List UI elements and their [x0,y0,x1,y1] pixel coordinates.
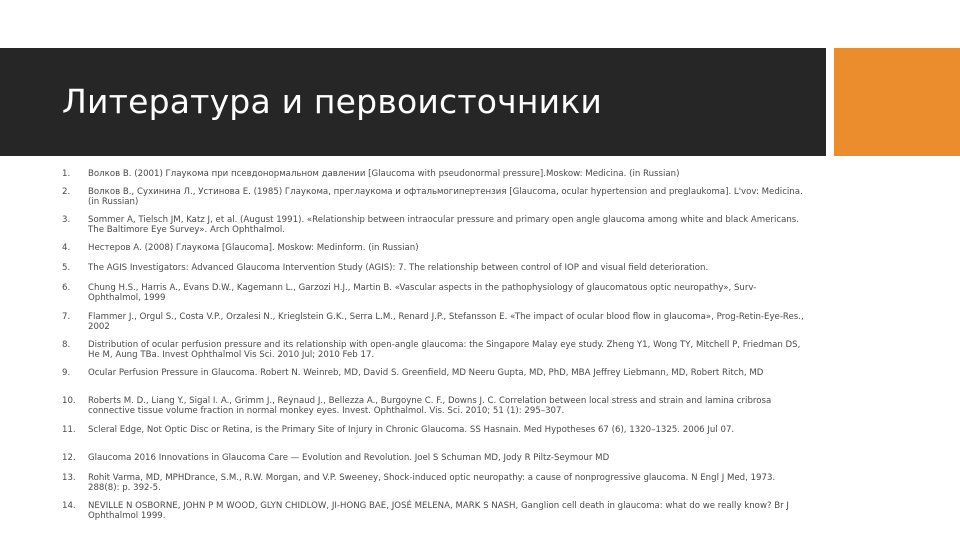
reference-number: 8. [62,340,71,350]
reference-item [62,425,812,435]
reference-text: NEVILLE N OSBORNE, JOHN P M WOOD, GLYN CHIDLOW, JI-HONG BAE, JOSÉ MELENA, MARK S NASH, Ganglion cell death in glaucoma: what do we really know? Br J Ophthalmol 1999. [88,501,789,521]
reference-item [62,312,812,332]
reference-item [62,501,812,521]
reference-number: 10. [62,396,76,406]
reference-text: Chung H.S., Harris A., Evans D.W., Kagemann L., Garzozi H.J., Martin B. «Vascular aspects in the pathophysiology of glaucomatous optic neuropathy», Surv-Ophthalmol, 1999 [88,283,757,303]
reference-item [62,263,812,273]
slide-title: Литература и первоисточники [62,82,603,121]
reference-text: Roberts M. D., Liang Y., Sigal I. A., Grimm J., Reynaud J., Bellezza A., Burgoyne C. F., Downs J. C. Correlation between local stress and strain and lamina cribrosa connective tissue volume fraction in normal monkey eyes. Invest. Ophthalmol. Vis. Sci. 2010; 51 (1): 295–307. [88,396,772,416]
reference-item [62,396,812,416]
reference-number: 1. [62,169,71,179]
reference-item [62,243,812,253]
reference-text: Sommer A, Tielsch JM, Katz J, et al. (August 1991). «Relationship between intraocular pressure and primary open angle glaucoma among white and black Americans. The Baltimore Eye Survey». Arch Ophthalmol. [88,215,799,235]
reference-number: 11. [62,425,76,435]
reference-item [62,340,812,360]
reference-text: Волков В., Сухинина Л., Устинова Е. (1985) Глаукома, преглаукома и офтальмогипертензия [Glaucoma, ocular hypertension and preglaukoma]. L'vov: Medicina. (in Russian) [88,187,803,207]
reference-text: Нестеров А. (2008) Глаукома [Glaucoma]. Moskow: Medinform. (in Russian) [88,243,419,253]
reference-number: 3. [62,215,71,225]
reference-number: 7. [62,312,71,322]
reference-item [62,215,812,235]
reference-number: 2. [62,187,71,197]
reference-item [62,453,812,463]
reference-number: 14. [62,501,76,511]
reference-text: The AGIS Investigators: Advanced Glaucoma Intervention Study (AGIS): 7. The relationship between control of IOP and visual field deterioration. [88,263,709,273]
reference-text: Distribution of ocular perfusion pressure and its relationship with open-angle glaucoma: the Singapore Malay eye study. Zheng Y1, Wong TY, Mitchell P, Friedman DS, He M, Aung TBa. Invest Ophthalmol Vis Sci. 2010 Jul; 2010 Feb 17. [88,340,801,360]
reference-item [62,169,812,179]
reference-text: Rohit Varma, MD, MPHDrance, S.M., R.W. Morgan, and V.P. Sweeney, Shock-induced optic neuropathy: a cause of nonprogressive glaucoma. N Engl J Med, 1973. 288(8): p. 392-5. [88,473,776,493]
reference-text: Волков В. (2001) Глаукома при псевдонормальном давлении [Glaucoma with pseudonormal pressure].Moskow: Medicina. (in Russian) [88,169,680,179]
reference-number: 6. [62,283,71,293]
accent-block [834,48,960,156]
reference-item [62,473,812,493]
reference-text: Glaucoma 2016 Innovations in Glaucoma Care — Evolution and Revolution. Joel S Schuman MD, Jody R Piltz-Seymour MD [88,453,610,463]
reference-number: 13. [62,473,76,483]
reference-text: Ocular Perfusion Pressure in Glaucoma. Robert N. Weinreb, MD, David S. Greenfield, MD Neeru Gupta, MD, PhD, MBA Jeffrey Liebmann, MD, Robert Ritch, MD [88,368,764,378]
reference-number: 5. [62,263,71,273]
reference-number: 4. [62,243,71,253]
reference-text: Scleral Edge, Not Optic Disc or Retina, is the Primary Site of Injury in Chronic Glaucoma. SS Hasnain. Med Hypotheses 67 (6), 1320–1325. 2006 Jul 07. [88,425,735,435]
reference-number: 12. [62,453,76,463]
reference-item [62,187,812,207]
reference-text: Flammer J., Orgul S., Costa V.P., Orzalesi N., Krieglstein G.K., Serra L.M., Renard J.P., Stefansson E. «The impact of ocular blood flow in glaucoma», Prog-Retin-Eye-Res., 2002 [88,312,804,332]
reference-item [62,368,812,378]
reference-item [62,283,812,303]
reference-number: 9. [62,368,71,378]
